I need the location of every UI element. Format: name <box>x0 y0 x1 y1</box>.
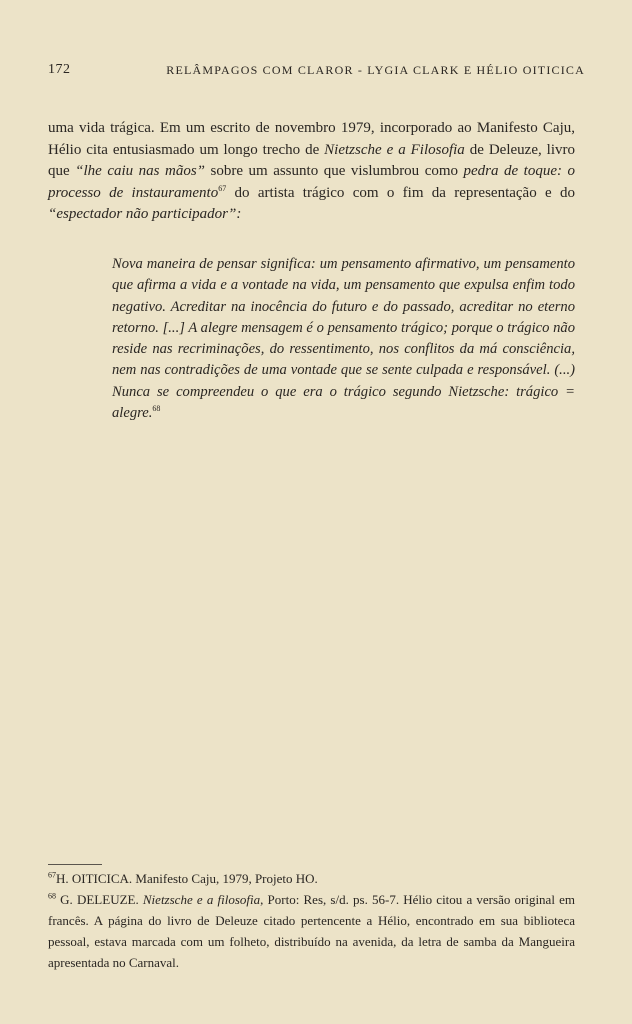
footnote-rule <box>48 864 102 865</box>
footnote-text: H. OITICICA. Manifesto Caju, 1979, Projeto HO. <box>56 871 318 886</box>
body-paragraph <box>48 118 575 226</box>
footnote-book-title: Nietzsche e a filosofia <box>142 892 261 907</box>
footnote-68 <box>48 889 575 973</box>
running-head: RELÂMPAGOS COM CLAROR - LYGIA CLARK E HÉLIO OITICICA <box>166 63 585 77</box>
italic-phrase: pedra de toque: o processo de instauramento <box>48 163 575 201</box>
quote-text: Nova maneira de pensar significa: um pensamento afirmativo, um pensamento que afirma a vida e a vontade na vida, um pensamento que expulsa enfim todo negativo. Acreditar na inocência do futuro e do passado, acreditar no eterno retorno. [...] A alegre mensagem é o pensamento trágico; porque o trágico não reside nas recriminações, do ressentimento, nos conflitos da má consciência, nem nas contradições de uma vontade que se sente culpada e responsável. (...) Nunca se compreendeu o que era o trágico segundo Nietzsche: trágico = alegre. <box>112 256 575 422</box>
footnote-text: G. DELEUZE. <box>60 892 143 907</box>
paragraph-text: de Deleuze, livro que <box>48 141 575 179</box>
paragraph-text: uma vida trágica. Em um escrito de novembro 1979, incorporado ao Manifesto Caju, Hélio cita entusiasmado um longo trecho de <box>48 120 575 158</box>
footnote-ref-68: 68 <box>152 404 161 414</box>
block-quote <box>112 254 575 424</box>
page-header <box>48 62 585 82</box>
quoted-phrase: “espectador não participador”: <box>48 206 242 222</box>
footnotes <box>48 868 575 973</box>
page-number: 172 <box>48 62 71 77</box>
footnote-text: , Porto: Res, s/d. ps. 56-7. Hélio citou a versão original em francês. A página do livro de Deleuze citado pertencente a Hélio, encontrado em sua biblioteca pessoal, estava marcada com um folheto, distribuído na avenida, da letra de samba da Mangueira apresentada no Carnaval. <box>48 892 575 970</box>
book-title: Nietzsche e a Filosofia <box>324 141 465 158</box>
footnote-ref-67: 67 <box>218 183 227 193</box>
footnote-67 <box>48 868 575 889</box>
quoted-phrase: “lhe caiu nas mãos” <box>75 163 206 179</box>
footnote-number: 67 <box>48 870 56 880</box>
paragraph-text: do artista trágico com o fim da representação e do <box>226 184 575 201</box>
paragraph-text: sobre um assunto que vislumbrou como <box>205 163 464 179</box>
footnote-number: 68 <box>48 891 56 901</box>
